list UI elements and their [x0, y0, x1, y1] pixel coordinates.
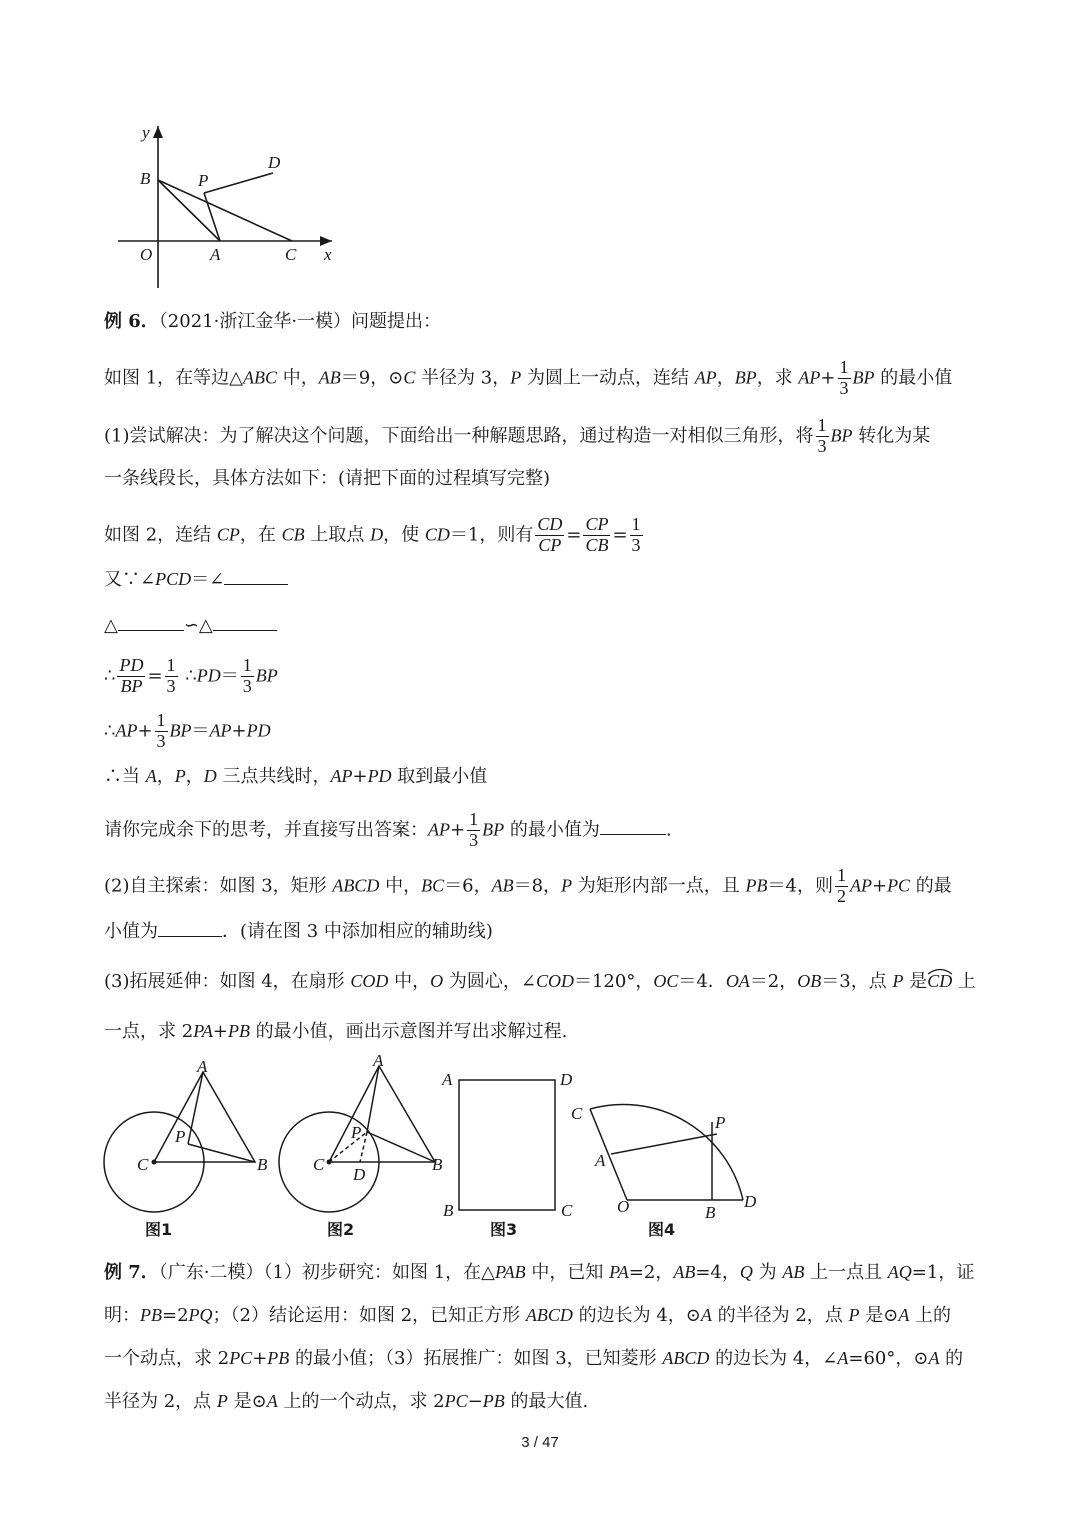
ex6-line-6: △ ∽△ [104, 612, 277, 639]
fraction-one-third: $\frac{1}{3}$ [156, 710, 166, 751]
label-O: O [140, 245, 153, 264]
svg-text:D: D [353, 1165, 366, 1184]
caption-fig4: 图4 [648, 1220, 676, 1239]
label-A: A [210, 245, 221, 264]
answer-blank[interactable] [600, 816, 666, 835]
ex6-line-13: (3)拓展延伸：如图 4，在扇形 COD 中，O 为圆心，∠COD＝120°，OC＝4．OA＝2，OB＝3，点 P 是CD 上 [104, 968, 976, 995]
fraction-pd-bp: $\frac{PD}{BP}$ [119, 655, 144, 696]
svg-text:O: O [617, 1197, 630, 1216]
answer-blank[interactable] [213, 612, 277, 631]
svg-text:B: B [257, 1155, 268, 1174]
label-x: x [324, 245, 332, 264]
label-y: y [142, 123, 150, 142]
svg-text:D: D [744, 1192, 757, 1211]
fraction-one-third: $\frac{1}{3}$ [242, 655, 252, 696]
arc-cd: CD [927, 971, 952, 991]
answer-blank[interactable] [118, 612, 184, 631]
ex6-line-12: 小值为 ．(请在图 3 中添加相应的辅助线) [104, 918, 493, 945]
ex7-line-1: 例 7．（广东·二模）（1）初步研究：如图 1，在△PAB 中，已知 PA=2，AB=4，Q 为 AB 上一点且 AQ=1，证 [104, 1262, 975, 1283]
fraction-one-third: $\frac{1}{3}$ [817, 415, 827, 456]
ex7-title: 例 7． [104, 1262, 159, 1283]
ex6-line-8: ∴AP+ $\frac{1}{3}$ BP＝AP+PD [104, 710, 271, 751]
svg-text:P: P [351, 1123, 362, 1142]
caption-fig1: 图1 [145, 1220, 173, 1239]
svg-text:C: C [571, 1104, 583, 1123]
arc-mark-icon [927, 967, 953, 975]
svg-text:P: P [715, 1113, 726, 1132]
svg-text:D: D [560, 1070, 573, 1089]
svg-text:C: C [561, 1201, 573, 1220]
label-D: D [268, 153, 281, 172]
ex6-line-10: 请你完成余下的思考，并直接写出答案：AP+ $\frac{1}{3}$ BP 的最小值为 . [104, 809, 672, 850]
svg-text:A: A [373, 1052, 384, 1070]
svg-text:B: B [443, 1201, 454, 1220]
svg-text:A: A [442, 1070, 453, 1089]
label-C: C [285, 245, 297, 264]
ex6-line-1: 如图 1，在等边△ABC 中，AB＝9，⊙C 半径为 3，P 为圆上一动点，连结 AP，BP，求 AP+ $\frac{1}{3}$ BP 的最小值 [104, 357, 953, 398]
answer-blank[interactable] [158, 918, 222, 937]
answer-blank[interactable] [224, 566, 288, 585]
ex6-line-14: 一点，求 2PA+PB 的最小值，画出示意图并写出求解过程. [104, 1021, 568, 1042]
label-B: B [140, 169, 151, 188]
ex7-line-4: 半径为 2，点 P 是⊙A 上的一个动点，求 2PC−PB 的最大值. [104, 1391, 589, 1412]
fraction-cd-cp: $\frac{CD}{CP}$ [537, 514, 563, 555]
ex6-title: 例 6． [104, 311, 159, 332]
fraction-one-third: $\frac{1}{3}$ [166, 655, 176, 696]
figure-coordinate-plane [110, 118, 350, 293]
fraction-one-third: $\frac{1}{3}$ [839, 357, 849, 398]
page-number: 3 / 47 [521, 1434, 559, 1451]
svg-text:C: C [313, 1155, 325, 1174]
fraction-one-third: $\frac{1}{3}$ [469, 809, 479, 850]
ex6-line-5: 又∵∠PCD＝∠ [104, 566, 288, 593]
svg-text:B: B [432, 1155, 443, 1174]
svg-text:C: C [137, 1155, 149, 1174]
fraction-cp-cb: $\frac{CP}{CB}$ [585, 514, 609, 555]
fraction-one-half: $\frac{1}{2}$ [836, 865, 846, 906]
ex6-line-11: (2)自主探索：如图 3，矩形 ABCD 中，BC＝6，AB＝8，P 为矩形内部一点，且 PB＝4，则 $\frac{1}{2}$ AP+PC 的最 [104, 865, 952, 906]
svg-text:P: P [175, 1127, 186, 1146]
svg-text:B: B [705, 1203, 716, 1222]
fraction-one-third: $\frac{1}{3}$ [631, 514, 641, 555]
svg-text:A: A [197, 1057, 208, 1076]
label-P: P [198, 171, 209, 190]
ex6-line-9: ∴当 A，P，D 三点共线时，AP+PD 取到最小值 [104, 766, 488, 787]
ex6-line-7: ∴ $\frac{PD}{BP}$ = $\frac{1}{3}$ ∴PD＝ $\frac{1}{3}$ BP [104, 655, 278, 696]
svg-text:A: A [595, 1151, 606, 1170]
figures-row [95, 1052, 775, 1247]
ex6-title-line: 例 6．（2021·浙江金华·一模）问题提出： [104, 311, 442, 332]
caption-fig2: 图2 [327, 1220, 355, 1239]
ex7-line-2: 明：PB=2PQ；（2）结论运用：如图 2，已知正方形 ABCD 的边长为 4，⊙A 的半径为 2，点 P 是⊙A 上的 [104, 1305, 952, 1326]
ex7-line-3: 一个动点，求 2PC+PB 的最小值；（3）拓展推广：如图 3，已知菱形 ABCD 的边长为 4，∠A=60°，⊙A 的 [104, 1348, 964, 1369]
ex6-line-4: 如图 2，连结 CP，在 CB 上取点 D，使 CD＝1，则有 $\frac{CD}{CP}$ = $\frac{CP}{CB}$ = $\frac{1}{3}$ [104, 514, 641, 555]
ex6-line-3: 一条线段长，具体方法如下：(请把下面的过程填写完整) [104, 468, 551, 489]
ex6-line-2: (1)尝试解决：为了解决这个问题，下面给出一种解题思路，通过构造一对相似三角形，将 $\frac{1}{3}$ BP 转化为某 [104, 415, 931, 456]
caption-fig3: 图3 [490, 1220, 518, 1239]
